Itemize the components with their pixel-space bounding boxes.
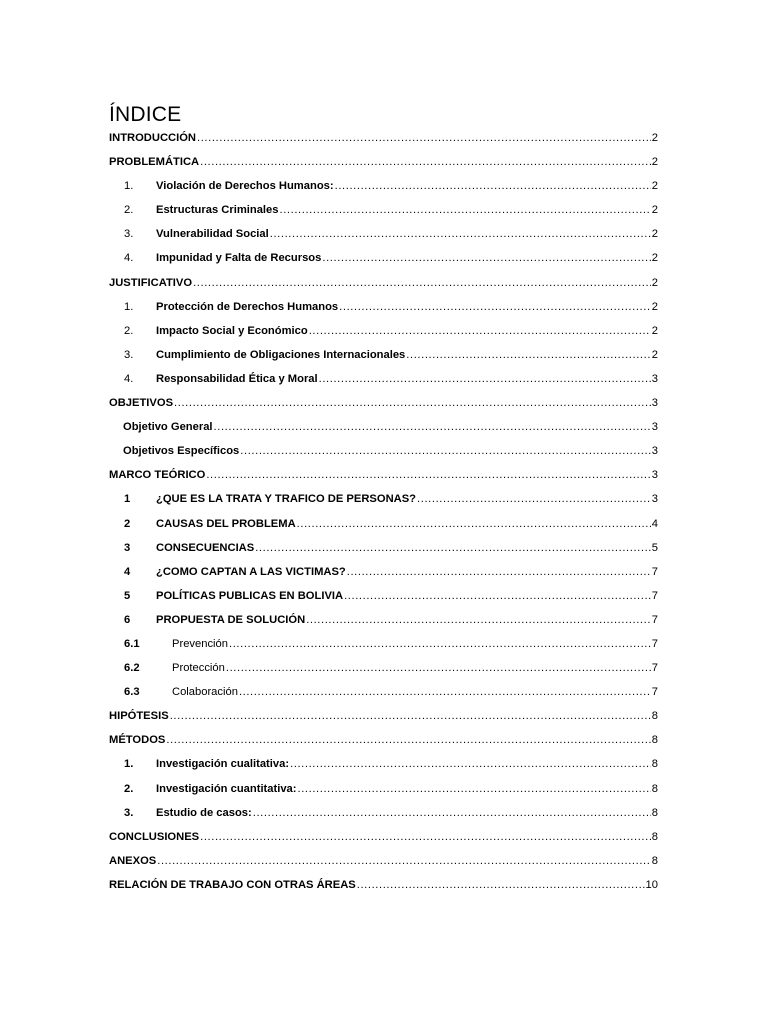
toc-entry[interactable] — [109, 487, 658, 511]
dot-leader — [270, 222, 651, 246]
toc-entry-label: POLÍTICAS PUBLICAS EN BOLIVIA — [156, 589, 344, 602]
toc-entry-page: 2 — [651, 204, 658, 217]
toc-entry[interactable] — [109, 271, 658, 295]
toc-entry-number: 2. — [124, 324, 134, 337]
toc-entry[interactable] — [109, 512, 658, 536]
toc-entry-label: HIPÓTESIS — [109, 710, 169, 723]
toc-entry-number: 4. — [124, 372, 134, 385]
toc-entry[interactable] — [109, 849, 658, 873]
toc-entry-number: 4. — [124, 252, 134, 265]
toc-entry-page: 7 — [651, 589, 658, 602]
toc-entry-number: 1. — [124, 300, 134, 313]
table-of-contents — [109, 126, 658, 897]
dot-leader — [417, 487, 651, 511]
toc-entry[interactable] — [109, 246, 658, 270]
toc-entry[interactable] — [109, 801, 658, 825]
toc-entry-page: 8 — [651, 734, 658, 747]
toc-entry-number: 6.1 — [124, 637, 140, 650]
toc-entry-label: Violación de Derechos Humanos: — [156, 180, 334, 193]
toc-entry-label: MARCO TEÓRICO — [109, 469, 206, 482]
toc-entry-page: 2 — [651, 324, 658, 337]
toc-entry-label: Objetivo General — [123, 421, 213, 434]
toc-entry-label: PROPUESTA DE SOLUCIÓN — [156, 613, 306, 626]
toc-entry-page: 3 — [651, 469, 658, 482]
dot-leader — [197, 126, 651, 150]
dot-leader — [335, 174, 651, 198]
dot-leader — [206, 463, 650, 487]
dot-leader — [306, 608, 651, 632]
dot-leader — [193, 271, 651, 295]
toc-entry-page: 2 — [651, 228, 658, 241]
toc-entry-label: Vulnerabilidad Social — [156, 228, 269, 241]
toc-entry[interactable] — [109, 632, 658, 656]
toc-entry-page: 10 — [645, 878, 658, 891]
dot-leader — [344, 584, 651, 608]
dot-leader — [298, 777, 651, 801]
toc-entry-label: Prevención — [172, 637, 228, 650]
toc-entry[interactable] — [109, 343, 658, 367]
dot-leader — [297, 512, 651, 536]
toc-entry-number: 6.3 — [124, 686, 140, 699]
toc-entry[interactable] — [109, 150, 658, 174]
toc-entry-page: 2 — [651, 276, 658, 289]
toc-entry-page: 2 — [651, 180, 658, 193]
toc-entry[interactable] — [109, 391, 658, 415]
dot-leader — [166, 728, 650, 752]
toc-entry-label: Objetivos Específicos — [123, 445, 240, 458]
index-title: ÍNDICE — [109, 103, 182, 126]
toc-entry[interactable] — [109, 752, 658, 776]
dot-leader — [229, 632, 651, 656]
dot-leader — [347, 560, 651, 584]
toc-entry[interactable] — [109, 825, 658, 849]
toc-entry-label: Colaboración — [172, 686, 238, 699]
dot-leader — [357, 873, 645, 897]
toc-entry-page: 2 — [651, 348, 658, 361]
toc-entry[interactable] — [109, 728, 658, 752]
toc-entry-label: Responsabilidad Ética y Moral — [156, 372, 318, 385]
toc-entry[interactable] — [109, 198, 658, 222]
toc-entry[interactable] — [109, 222, 658, 246]
toc-entry-label: ¿COMO CAPTAN A LAS VICTIMAS? — [156, 565, 346, 578]
toc-entry-number: 3. — [124, 806, 134, 819]
toc-entry[interactable] — [109, 608, 658, 632]
toc-entry-page: 8 — [651, 710, 658, 723]
dot-leader — [240, 439, 650, 463]
toc-entry-label: Cumplimiento de Obligaciones Internacionales — [156, 348, 406, 361]
dot-leader — [157, 849, 651, 873]
toc-entry-label: ¿QUE ES LA TRATA Y TRAFICO DE PERSONAS? — [156, 493, 417, 506]
toc-entry-label: Estudio de casos: — [156, 806, 252, 819]
toc-entry[interactable] — [109, 126, 658, 150]
dot-leader — [309, 319, 651, 343]
toc-entry[interactable] — [109, 777, 658, 801]
toc-entry-page: 2 — [651, 156, 658, 169]
toc-entry[interactable] — [109, 680, 658, 704]
toc-entry-label: MÉTODOS — [109, 734, 166, 747]
dot-leader — [255, 536, 651, 560]
toc-entry-page: 3 — [651, 397, 658, 410]
toc-entry-number: 1. — [124, 180, 134, 193]
toc-entry-number: 4 — [124, 565, 131, 578]
dot-leader — [226, 656, 651, 680]
toc-entry-number: 2. — [124, 204, 134, 217]
toc-entry-number: 1 — [124, 493, 131, 506]
toc-entry[interactable] — [109, 873, 658, 897]
toc-entry-page: 7 — [651, 662, 658, 675]
toc-entry[interactable] — [109, 463, 658, 487]
toc-entry-label: CONSECUENCIAS — [156, 541, 255, 554]
toc-entry-number: 6 — [124, 613, 131, 626]
toc-entry[interactable] — [109, 174, 658, 198]
toc-entry-page: 8 — [651, 854, 658, 867]
toc-entry-page: 3 — [651, 421, 658, 434]
dot-leader — [322, 246, 650, 270]
toc-entry-page: 2 — [651, 132, 658, 144]
dot-leader — [253, 801, 651, 825]
toc-entry-page: 8 — [651, 806, 658, 819]
toc-entry-page: 5 — [651, 541, 658, 554]
toc-entry[interactable] — [109, 295, 658, 319]
toc-entry-label: Protección — [172, 662, 225, 675]
toc-entry[interactable] — [109, 319, 658, 343]
dot-leader — [200, 825, 651, 849]
dot-leader — [280, 198, 651, 222]
toc-entry-label: OBJETIVOS — [109, 397, 174, 410]
toc-entry-number: 3. — [124, 228, 134, 241]
toc-entry-label: Investigación cuantitativa: — [156, 782, 297, 795]
dot-leader — [290, 752, 651, 776]
toc-entry-page: 7 — [651, 637, 658, 650]
toc-entry-page: 8 — [651, 758, 658, 771]
toc-entry-label: CAUSAS DEL PROBLEMA — [156, 517, 296, 530]
dot-leader — [170, 704, 651, 728]
toc-entry-page: 2 — [651, 300, 658, 313]
toc-entry-page: 8 — [651, 782, 658, 795]
toc-entry-page: 3 — [651, 372, 658, 385]
toc-entry[interactable] — [109, 584, 658, 608]
toc-entry-page: 8 — [651, 830, 658, 843]
toc-entry[interactable] — [109, 704, 658, 728]
toc-entry-label: Protección de Derechos Humanos — [156, 300, 339, 313]
toc-entry-page: 3 — [651, 445, 658, 458]
toc-entry-number: 6.2 — [124, 662, 140, 675]
toc-entry[interactable] — [109, 415, 658, 439]
dot-leader — [339, 295, 651, 319]
toc-entry[interactable] — [109, 656, 658, 680]
toc-entry[interactable] — [109, 439, 658, 463]
toc-entry[interactable] — [109, 367, 658, 391]
dot-leader — [214, 415, 651, 439]
toc-entry[interactable] — [109, 560, 658, 584]
toc-entry-label: INTRODUCCIÓN — [109, 132, 197, 144]
toc-entry[interactable] — [109, 536, 658, 560]
toc-entry-page: 7 — [651, 565, 658, 578]
toc-entry-label: ANEXOS — [109, 854, 157, 867]
toc-entry-number: 2 — [124, 517, 131, 530]
toc-entry-number: 1. — [124, 758, 134, 771]
toc-entry-label: Impacto Social y Económico — [156, 324, 308, 337]
toc-entry-page: 7 — [651, 686, 658, 699]
toc-entry-page: 3 — [651, 493, 658, 506]
toc-entry-label: Investigación cualitativa: — [156, 758, 290, 771]
toc-entry-number: 3. — [124, 348, 134, 361]
dot-leader — [239, 680, 651, 704]
toc-entry-label: RELACIÓN DE TRABAJO CON OTRAS ÁREAS — [109, 878, 356, 891]
toc-entry-label: CONCLUSIONES — [109, 830, 200, 843]
toc-entry-label: PROBLEMÁTICA — [109, 156, 200, 169]
toc-entry-number: 3 — [124, 541, 131, 554]
dot-leader — [200, 150, 651, 174]
toc-entry-number: 2. — [124, 782, 134, 795]
toc-entry-page: 4 — [651, 517, 658, 530]
dot-leader — [174, 391, 651, 415]
dot-leader — [319, 367, 651, 391]
dot-leader — [406, 343, 650, 367]
toc-entry-label: Impunidad y Falta de Recursos — [156, 252, 322, 265]
toc-entry-page: 2 — [651, 252, 658, 265]
toc-entry-label: Estructuras Criminales — [156, 204, 279, 217]
toc-entry-label: JUSTIFICATIVO — [109, 276, 193, 289]
toc-entry-number: 5 — [124, 589, 131, 602]
toc-entry-page: 7 — [651, 613, 658, 626]
